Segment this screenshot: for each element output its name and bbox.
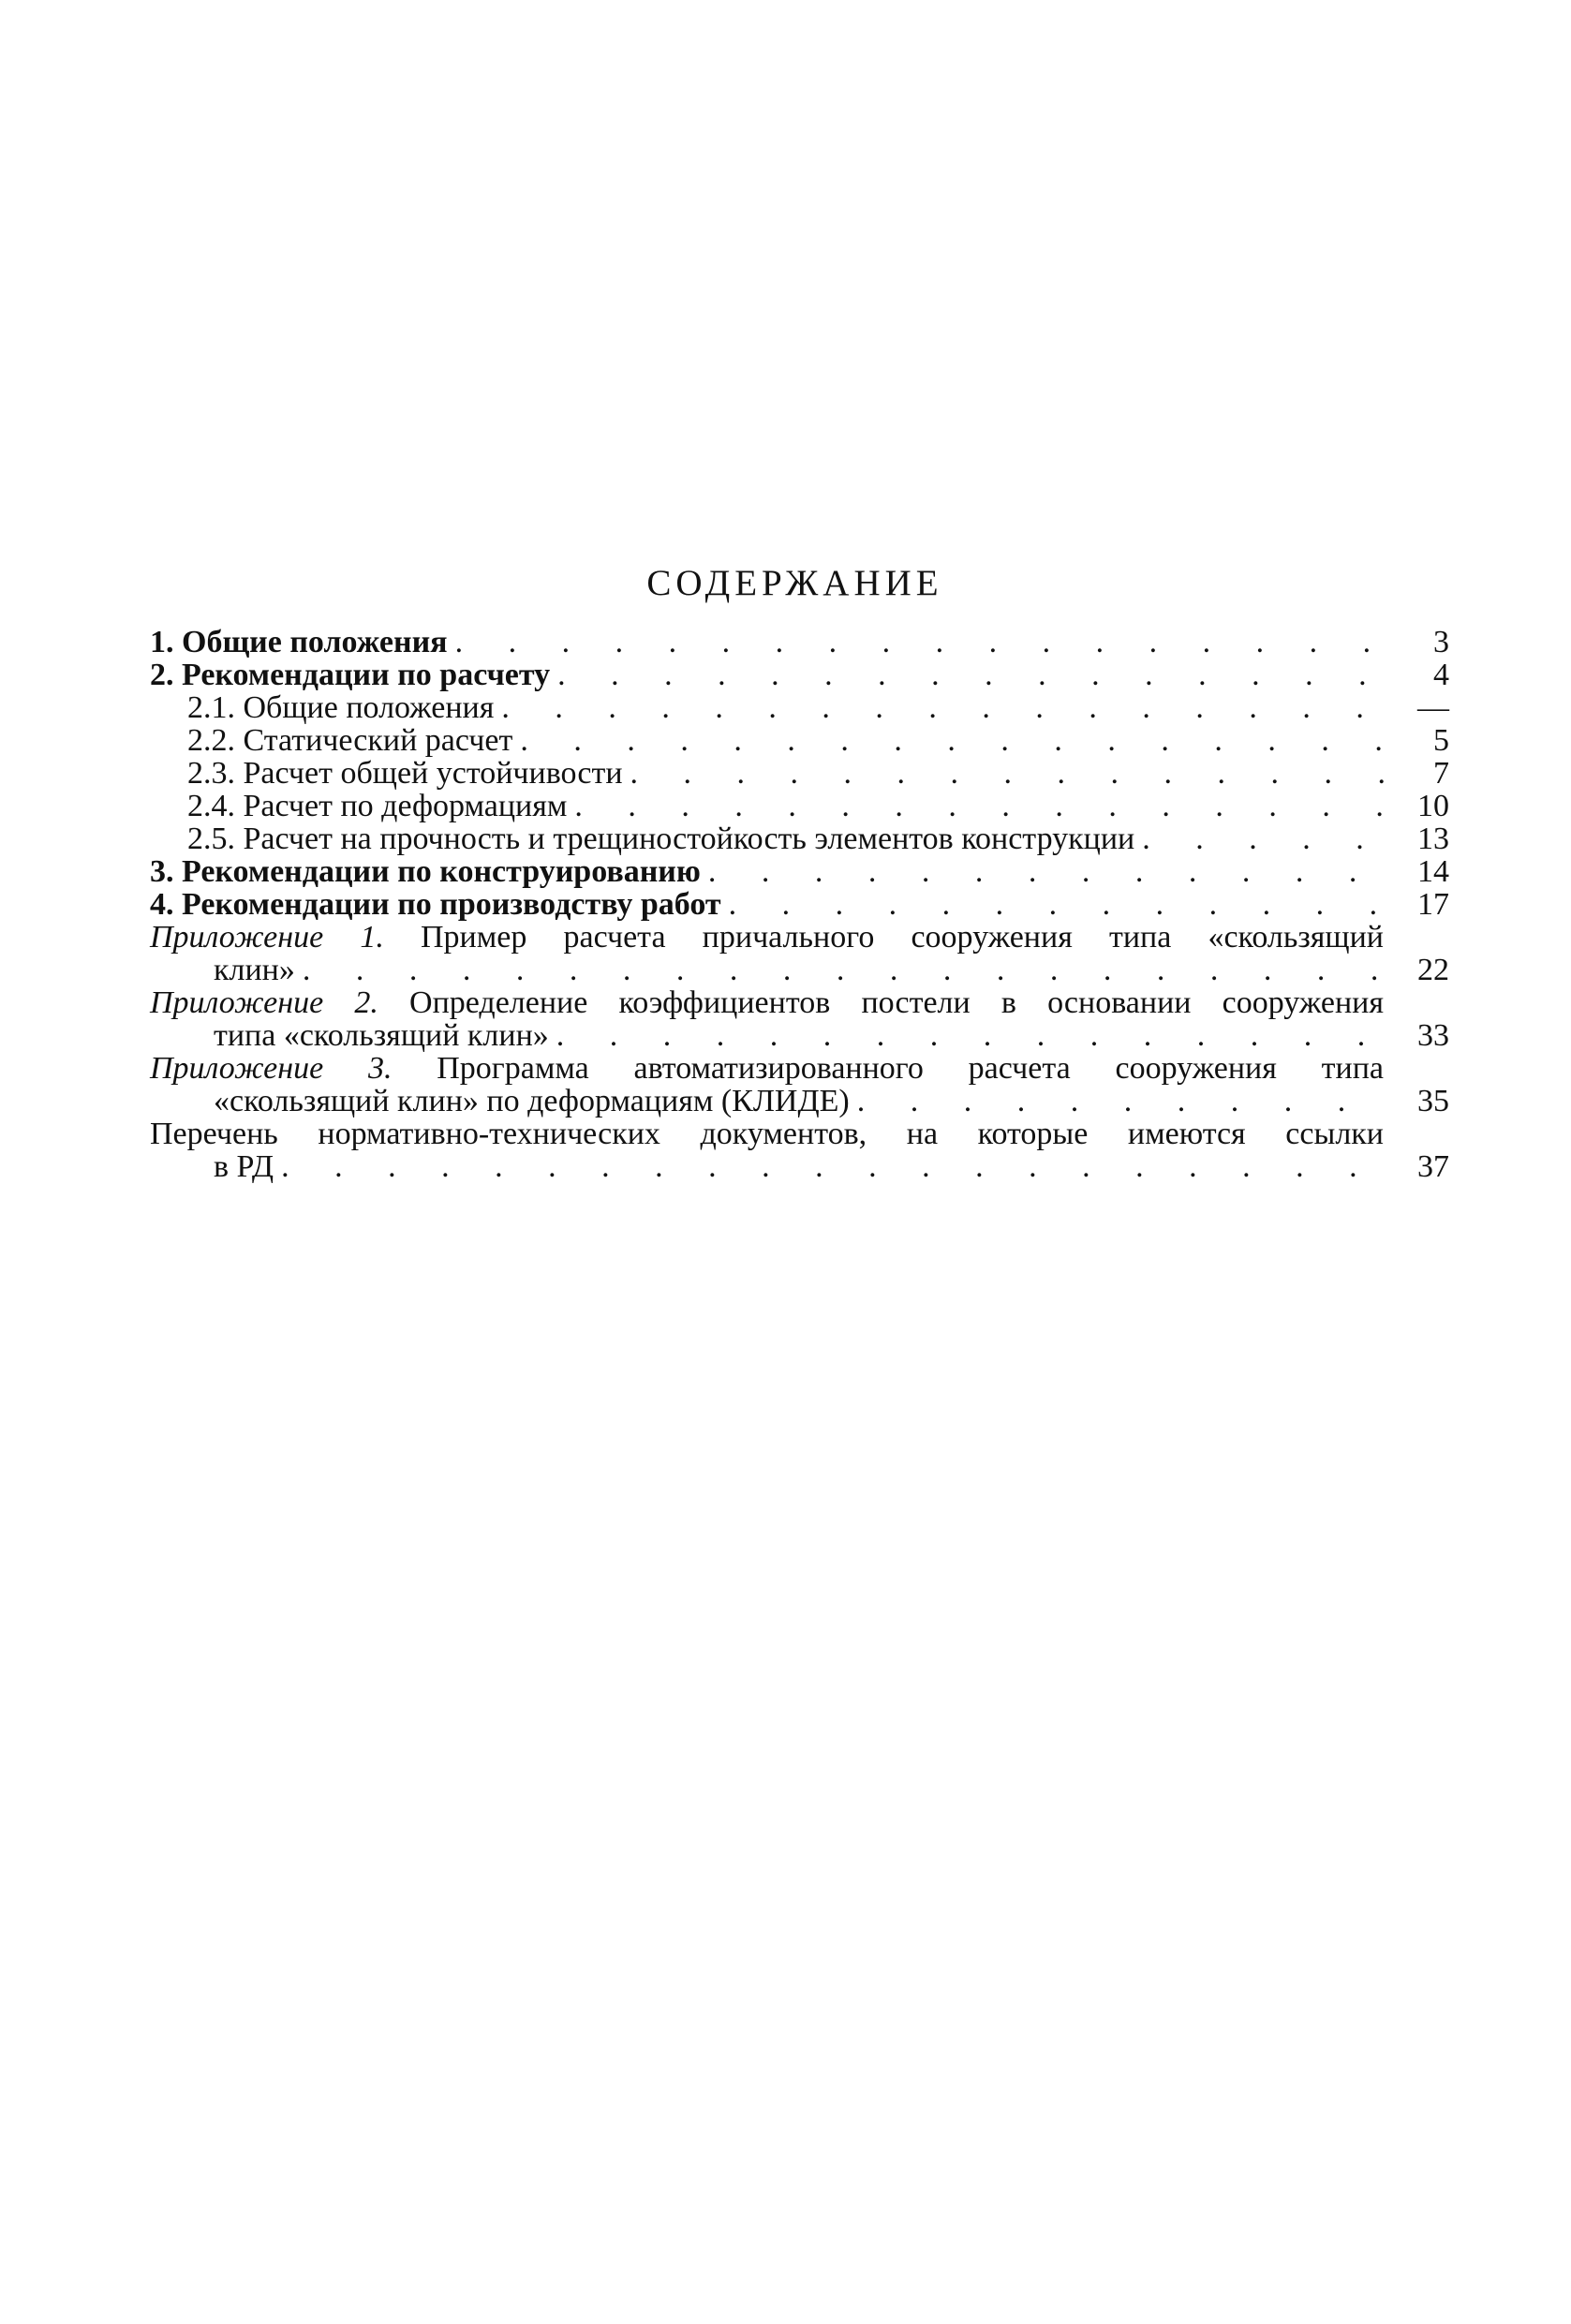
leader-dots — [721, 888, 1384, 921]
toc-page-number: 33 — [1417, 1018, 1449, 1053]
table-of-contents — [150, 626, 1449, 1183]
leader-dots — [1134, 822, 1384, 855]
toc-entry-text: 4. Рекомендации по производству работ — [150, 887, 721, 922]
toc-entry-text: 2.5. Расчет на прочность и трещиностойкость элементов конструкции — [187, 822, 1135, 856]
toc-page-number: 35 — [1417, 1084, 1449, 1118]
toc-entry-text: 2.4. Расчет по деформациям — [187, 789, 568, 823]
toc-references-list[interactable] — [150, 1118, 1449, 1183]
leader-dots — [512, 724, 1384, 757]
toc-entry-text-cont: клин» — [214, 953, 295, 987]
toc-page-number: 13 — [1417, 822, 1449, 856]
leader-dots — [623, 757, 1384, 790]
leader-dots — [567, 790, 1384, 822]
toc-appendix-1[interactable] — [150, 921, 1449, 986]
page-title: СОДЕРЖАНИЕ — [646, 563, 943, 603]
toc-appendix-3[interactable] — [150, 1052, 1449, 1118]
leader-dots — [550, 659, 1384, 691]
toc-entry-text: Программа автоматизированного расчета сооружения типа — [437, 1051, 1384, 1086]
toc-entry-2-5[interactable] — [150, 822, 1449, 855]
toc-page-number: 10 — [1417, 789, 1449, 823]
toc-entry-text: Пример расчета причального сооружения типа «скользящий — [420, 920, 1385, 955]
leader-dots — [701, 855, 1384, 888]
appendix-label: Приложение 2. — [150, 985, 378, 1020]
toc-appendix-2[interactable] — [150, 986, 1449, 1052]
toc-entry-text-cont: типа «скользящий клин» — [214, 1018, 549, 1053]
leader-dots — [850, 1085, 1384, 1118]
toc-entry-3[interactable] — [150, 855, 1449, 888]
toc-page-number: 37 — [1417, 1149, 1449, 1184]
toc-entry-2-3[interactable] — [150, 757, 1449, 790]
toc-entry-text: 2.1. Общие положения — [187, 690, 495, 725]
toc-entry-1[interactable] — [150, 626, 1449, 659]
toc-page-number: 3 — [1433, 625, 1449, 659]
toc-entry-text: 2.3. Расчет общей устойчивости — [187, 756, 623, 791]
appendix-label: Приложение 1. — [150, 920, 384, 955]
toc-page-number: 5 — [1433, 723, 1449, 758]
toc-entry-text: 2.2. Статический расчет — [187, 723, 513, 758]
toc-entry-text-cont: «скользящий клин» по деформациям (КЛИДЕ) — [214, 1084, 850, 1118]
toc-entry-2-4[interactable] — [150, 790, 1449, 822]
toc-page-number: 17 — [1417, 887, 1449, 922]
leader-dots — [274, 1150, 1384, 1183]
toc-entry-text: 2. Рекомендации по расчету — [150, 658, 551, 692]
toc-entry-text-cont: в РД — [214, 1149, 274, 1184]
leader-dots — [494, 691, 1384, 724]
toc-page-number: 14 — [1417, 854, 1449, 889]
toc-page-number: 4 — [1433, 658, 1449, 692]
toc-entry-2-2[interactable] — [150, 724, 1449, 757]
toc-entry-2[interactable] — [150, 659, 1449, 691]
toc-page-number: — — [1417, 690, 1449, 725]
leader-dots — [295, 954, 1384, 986]
appendix-label: Приложение 3. — [150, 1051, 393, 1086]
toc-entry-text: 1. Общие положения — [150, 625, 448, 659]
toc-entry-text: 3. Рекомендации по конструированию — [150, 854, 701, 889]
toc-entry-2-1[interactable] — [150, 691, 1449, 724]
toc-page-number: 7 — [1433, 756, 1449, 791]
leader-dots — [549, 1019, 1384, 1052]
toc-entry-4[interactable] — [150, 888, 1449, 921]
toc-entry-text: Определение коэффициентов постели в основании сооружения — [409, 985, 1384, 1020]
toc-page-number: 22 — [1417, 953, 1449, 987]
leader-dots — [448, 626, 1384, 659]
toc-entry-text: Перечень нормативно-технических документов, на которые имеются ссылки — [150, 1117, 1384, 1151]
